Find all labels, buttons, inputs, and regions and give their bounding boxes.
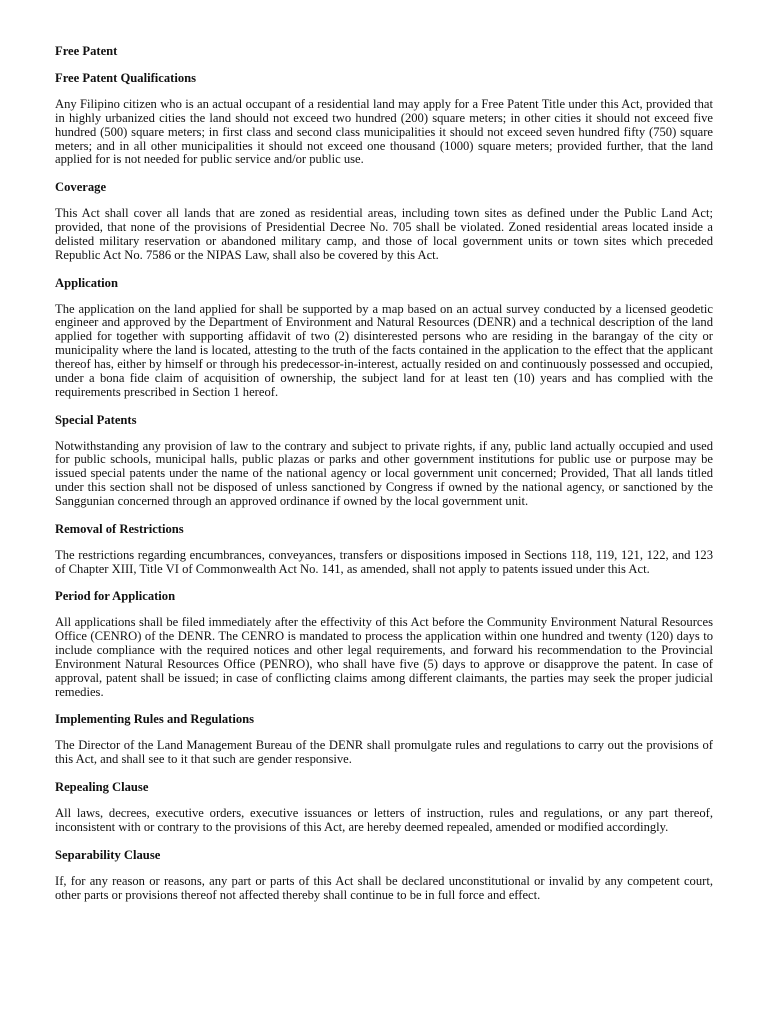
- document-title: Free Patent: [55, 44, 118, 58]
- section-repealing-clause: [55, 780, 713, 835]
- section-heading: Coverage: [55, 180, 107, 195]
- section-separability-clause: [55, 848, 713, 903]
- section-heading: Application: [55, 275, 118, 290]
- section-heading: Special Patents: [55, 412, 137, 427]
- section-application: [55, 276, 713, 400]
- section-body: All applications shall be filed immediately after the effectivity of this Act before the Community Environment Natural Resources Office (CENRO) of the DENR. The CENRO is mandated to process the application within one hundred and twenty (120) days to include compliance with the required notices and other legal requirements, and forward his recommendation to the Provincial Environment Natural Resources Office (PENRO), who shall have five (5) days to approve or disapprove the patent. In case of approval, patent shall be issued; in case of conflicting claims among different claimants, the parties may seek the proper judicial remedies.: [55, 615, 713, 699]
- section-removal-of-restrictions: [55, 522, 713, 577]
- section-heading: Period for Application: [55, 589, 176, 604]
- section-body: The Director of the Land Management Bureau of the DENR shall promulgate rules and regulations to carry out the provisions of this Act, and shall see to it that such are gender responsive.: [55, 738, 713, 767]
- section-body: Any Filipino citizen who is an actual occupant of a residential land may apply for a Free Patent Title under this Act, provided that in highly urbanized cities the land should not exceed two hundred (200) square meters; in other cities it should not exceed five hundred (500) square meters; in first class and second class municipalities it should not exceed seven hundred fifty (750) square meters; and in all other municipalities it should not exceed one thousand (1000) square meters; provided further, that the land applied for is not needed for public service and/or public use.: [55, 97, 713, 167]
- section-heading: Implementing Rules and Regulations: [55, 712, 255, 727]
- section-heading: Separability Clause: [55, 847, 161, 862]
- section-heading: Repealing Clause: [55, 780, 149, 795]
- section-body: The restrictions regarding encumbrances, conveyances, transfers or dispositions imposed in Sections 118, 119, 121, 122, and 123 of Chapter XIII, Title VI of Commonwealth Act No. 141, as amended, shall not apply to patents issued under this Act.: [55, 547, 713, 576]
- section-coverage: [55, 180, 713, 262]
- section-body: All laws, decrees, executive orders, executive issuances or letters of instruction, rules and regulations, or any part thereof, inconsistent with or contrary to the provisions of this Act, are hereby deemed repealed, amended or modified accordingly.: [55, 806, 713, 834]
- section-heading: Removal of Restrictions: [55, 521, 184, 536]
- section-body: If, for any reason or reasons, any part or parts of this Act shall be declared unconstitutional or invalid by any competent court, other parts or provisions thereof not affected thereby shall continue to be in full force and effect.: [55, 873, 713, 902]
- section-body: This Act shall cover all lands that are zoned as residential areas, including town sites as defined under the Public Land Act; provided, that none of the provisions of Presidential Decree No. 705 shall be violated. Zoned residential areas located inside a delisted military reservation or abandoned military camp, and those of local government units or town sites which preceded Republic Act No. 7586 or the NIPAS Law, shall also be covered by this Act.: [55, 206, 713, 262]
- section-period-for-application: [55, 589, 713, 699]
- section-body: Notwithstanding any provision of law to the contrary and subject to private rights, if any, public land actually occupied and used for public schools, municipal halls, public plazas or parks and other government institutions for public use or purpose may be issued special patents under the name of the national agency or local government unit concerned; Provided, That all lands titled under this section shall not be disposed of unless sanctioned by Congress if owned by the national agency, or sanctioned by the Sanggunian concerned through an approved ordinance if owned by the local government unit.: [55, 438, 713, 508]
- section-free-patent-qualifications: [55, 71, 713, 167]
- section-body: The application on the land applied for shall be supported by a map based on an actual survey conducted by a licensed geodetic engineer and approved by the Department of Environment and Natural Resources (DENR) and a technical description of the land applied for together with supporting affidavit of two (2) disinterested persons who are residing in the barangay of the city or municipality where the land is located, attesting to the truth of the facts contained in the application to the effect that the applicant thereof has, either by himself or through his predecessor-in-interest, actually resided on and continuously possessed and occupied, under a bona fide claim of acquisition of ownership, the subject land for at least ten (10) years and has complied with the requirements prescribed in Section 1 hereof.: [55, 301, 713, 399]
- section-heading: Free Patent Qualifications: [55, 71, 197, 85]
- section-special-patents: [55, 413, 713, 509]
- section-implementing-rules: [55, 712, 713, 767]
